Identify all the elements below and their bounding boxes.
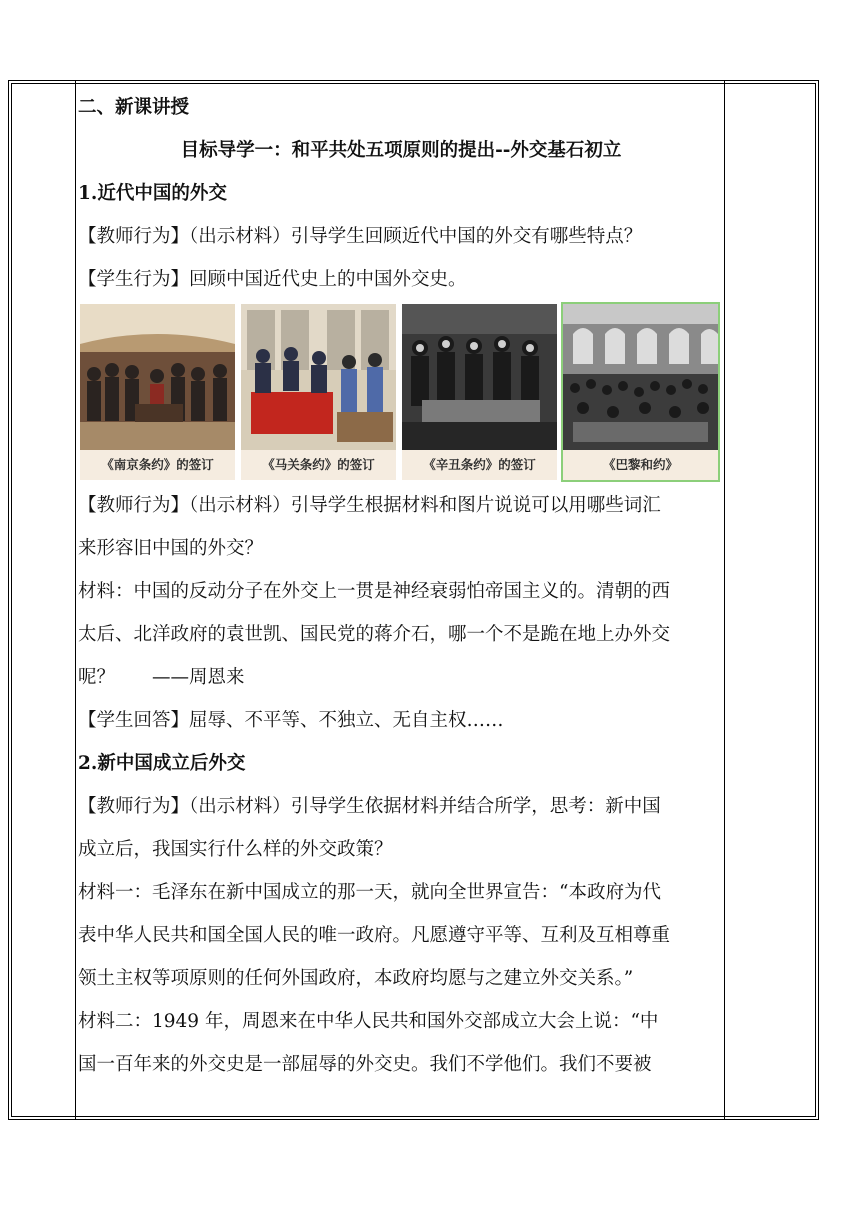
teacher-action-1: 【教师行为】（出示材料）引导学生回顾近代中国的外交有哪些特点？	[78, 226, 643, 247]
material2-line2: 国一百年来的外交史是一部屈辱的外交史。我们不学他们。我们不要被	[78, 1054, 652, 1075]
material1-line3: 领土主权等项原则的任何外国政府，本政府均愿与之建立外交关系。”	[78, 968, 634, 989]
table-column-divider-right	[724, 80, 725, 1120]
photo-nanjing-treaty	[80, 304, 235, 480]
student-action-1: 【学生行为】回顾中国近代史上的中国外交史。	[78, 269, 467, 290]
material1-line2: 表中华人民共和国全国人民的唯一政府。凡愿遵守平等、互利及互相尊重	[78, 925, 671, 946]
photo-paris-treaty	[563, 304, 718, 480]
photo-xinchou-treaty	[402, 304, 557, 480]
student-answer: 【学生回答】屈辱、不平等、不独立、无自主权……	[78, 710, 504, 731]
photo-maguan-treaty	[241, 304, 396, 480]
photo-caption: 《马关条约》的签订	[241, 450, 396, 480]
material-line3: 呢？ ——周恩来	[78, 667, 245, 688]
bw-photo-icon	[402, 304, 557, 450]
table-column-divider-left	[75, 80, 76, 1120]
teacher-action-3-line1: 【教师行为】（出示材料）引导学生依据材料并结合所学，思考：新中国	[78, 796, 661, 817]
teacher-action-2-line1: 【教师行为】（出示材料）引导学生根据材料和图片说说可以用哪些词汇	[78, 495, 661, 516]
teacher-action-3-line2: 成立后，我国实行什么样的外交政策？	[78, 839, 393, 860]
material1-line1: 材料一：毛泽东在新中国成立的那一天，就向全世界宣告：“本政府为代	[78, 882, 661, 903]
treaty-painting-icon	[241, 304, 396, 450]
photo-caption: 《巴黎和约》	[563, 450, 718, 480]
photo-caption: 《南京条约》的签订	[80, 450, 235, 480]
material2-line1: 材料二：1949 年，周恩来在中华人民共和国外交部成立大会上说：“中	[78, 1011, 659, 1032]
treaty-photo-strip	[80, 304, 724, 480]
material-line1: 材料：中国的反动分子在外交上一贯是神经衰弱怕帝国主义的。清朝的西	[78, 581, 671, 602]
bw-photo-icon	[563, 304, 718, 450]
part1-heading: 1.近代中国的外交	[78, 183, 227, 204]
objective-title: 目标导学一：和平共处五项原则的提出--外交基石初立	[180, 140, 622, 161]
section-heading: 二、新课讲授	[78, 97, 190, 118]
teacher-action-2-line2: 来形容旧中国的外交？	[78, 538, 264, 559]
treaty-painting-icon	[80, 304, 235, 450]
lesson-content-cell	[78, 86, 724, 1086]
part2-heading: 2.新中国成立后外交	[78, 753, 246, 774]
photo-caption: 《辛丑条约》的签订	[402, 450, 557, 480]
material-line2: 太后、北洋政府的袁世凯、国民党的蒋介石，哪一个不是跪在地上办外交	[78, 624, 671, 645]
